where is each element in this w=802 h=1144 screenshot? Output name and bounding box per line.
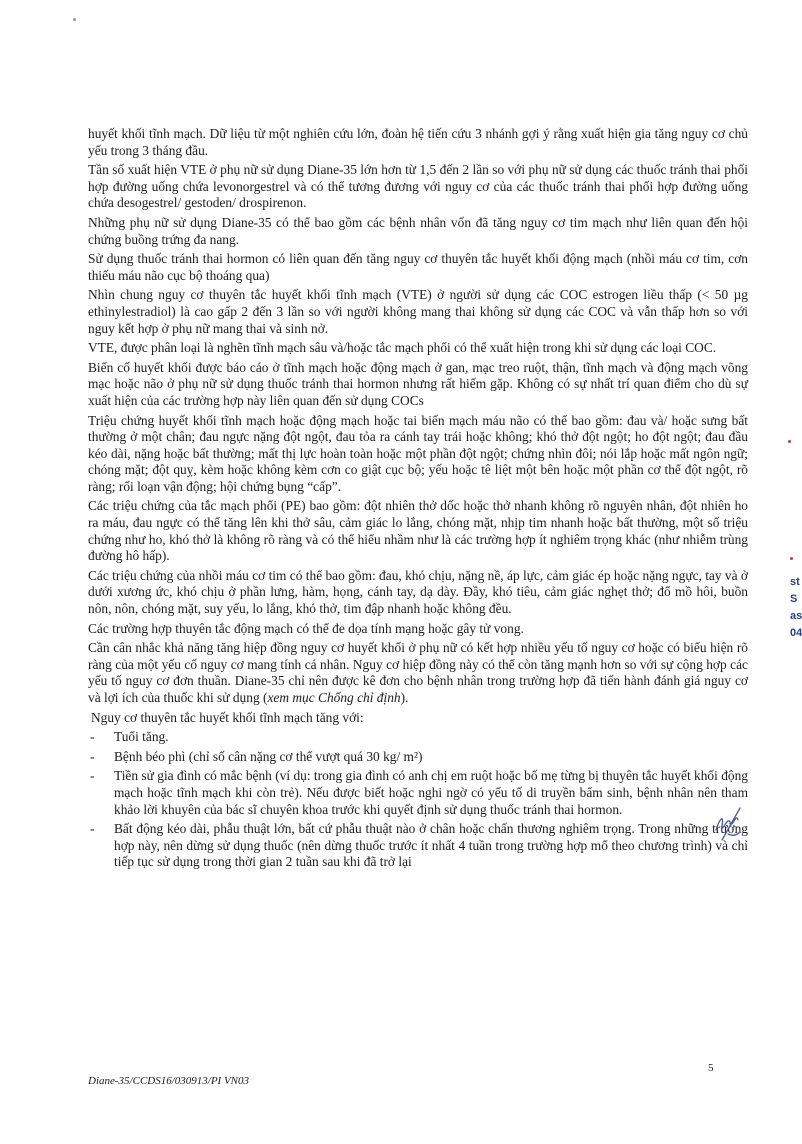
paragraph-cardiovascular-risk: Những phụ nữ sử dụng Diane-35 có thể bao gồm các bệnh nhân vốn đã tăng nguy cơ tim mạch như liên quan đến hội chứng buồng trứng đa nang.: [88, 214, 748, 247]
paragraph-arterial-fatal: Các trường hợp thuyên tắc động mạch có thể đe dọa tính mạng hoặc gây tử vong.: [88, 620, 524, 636]
margin-dot: [790, 557, 793, 560]
paragraph-coc-risk: Nhìn chung nguy cơ thuyên tắc huyết khối tĩnh mạch (VTE) ở người sử dụng các COC estrogen liều thấp (< 50 µg ethinylestradiol) là cao gấp 2 đến 3 lần so với người không mang thai không sử dụng các COC và vẫn thấp hơn so với nguy kết hợp ở phụ nữ mang thai và sinh nở.: [88, 287, 748, 336]
list-item-text: Tiền sử gia đình có mắc bệnh (ví dụ: trong gia đình có anh chị em ruột hoặc bố mẹ từng bị thuyên tắc huyết khối động mạch hoặc tĩnh mạch khi còn trẻ). Nếu được biết hoặc nghi ngờ có yếu tố di truyền bẩm sinh, bệnh nhân nên tham khảo lời khuyên của bác sĩ chuyên khoa trước khi quyết định sử dụng thuốc tránh thai hormon.: [114, 768, 748, 817]
paragraph-vte-frequency: Tần số xuất hiện VTE ở phụ nữ sử dụng Diane-35 lớn hơn từ 1,5 đến 2 lần so với phụ nữ sử dụng các thuốc tránh thai phối hợp đường uống chứa levonorgestrel và có thể tương đương với nguy cơ của các thuốc tránh thai phối hợp đường uống chứa desogestrel/ gestoden/ drospirenon.: [88, 162, 748, 211]
list-item-text: Bệnh béo phì (chỉ số cân nặng cơ thể vượt quá 30 kg/ m²): [114, 748, 423, 764]
document-body: [88, 126, 748, 874]
list-item: [88, 768, 748, 818]
margin-stamp: [790, 574, 802, 642]
stamp-line: as: [790, 610, 802, 622]
list-item: [88, 729, 748, 746]
paragraph-arterial-risk: Sử dụng thuốc tránh thai hormon có liên quan đến tăng nguy cơ thuyên tắc huyết khối động mạch (nhồi máu cơ tim, cơn thiếu máu não cục bộ thoáng qua): [88, 251, 748, 283]
signature-initials: [710, 800, 746, 846]
paragraph-vte-definition: VTE, được phân loại là nghẽn tĩnh mạch sâu và/hoặc tắc mạch phổi có thể xuất hiện trong khi sử dụng các loại COC.: [88, 340, 717, 356]
list-item: [88, 821, 748, 871]
paragraph-thrombosis-symptoms: Triệu chứng huyết khối tĩnh mạch hoặc động mạch hoặc tai biến mạch máu não có thể bao gồm: đau và/ hoặc sưng bất thường ở một chân; đau ngực nặng đột ngột, đau tỏa ra cánh tay trái hoặc không; khó thở đột ngột; ho đột ngột; đau đầu kéo dài, nặng hoặc bất thường; mất thị lực hoàn toàn hoặc một phần đột ngột; chứng nhìn đôi; nói lắp hoặc mất ngôn ngữ; chóng mặt; đột quỵ, kèm hoặc không kèm cơn co giật cục bộ; yếu hoặc tê liệt một bên hoặc một phần cơ thể đột ngột, rõ ràng; rối loạn vận động; hội chứng bụng “cấp”.: [88, 412, 748, 494]
stamp-line: 04: [790, 627, 802, 639]
list-item-text: Tuổi tăng.: [114, 729, 169, 745]
bullet-dash: -: [90, 768, 95, 784]
page-number: 5: [708, 1062, 714, 1074]
list-item: [88, 749, 748, 766]
paragraph-vte-intro: huyết khối tĩnh mạch. Dữ liệu từ một nghiên cứu lớn, đoàn hệ tiến cứu 3 nhánh gợi ý rằng xuất hiện gia tăng nguy cơ chủ yếu trong 3 tháng đầu.: [88, 126, 748, 158]
combined-risk-text: Cần cân nhắc khả năng tăng hiệp đồng nguy cơ huyết khối ở phụ nữ có kết hợp nhiều yếu tố nguy cơ hoặc có biểu hiện rõ ràng của một yếu cố nguy cơ mang tính cá nhân. Nguy cơ hiệp đồng này có thể còn tăng mạnh hơn so với sự cộng hợp các yếu tố nguy cơ đơn thuần. Diane-35 chỉ nên được kê đơn cho bệnh nhân trong trường hợp đã tiến hành đánh giá nguy cơ và lợi ích của thuốc khi sử dụng (: [88, 640, 748, 705]
paragraph-thrombosis-sites: Biến cố huyết khối được báo cáo ở tĩnh mạch hoặc động mạch ở gan, mạc treo ruột, thận, tĩnh mạch và động mạch võng mạc hoặc não ở phụ nữ sử dụng thuốc tránh thai hormon nhưng rất hiếm gặp. Không có sự nhất trí quan điểm cho dù sự xuất hiện của các trường hợp này liên quan đến sử dụng COCs: [88, 359, 748, 408]
margin-dot: [788, 440, 791, 443]
document-code: Diane-35/CCDS16/030913/PI VN03: [88, 1075, 250, 1087]
list-item-text: Bất động kéo dài, phẫu thuật lớn, bất cứ phẫu thuật nào ở chân hoặc chấn thương nghiêm trọng. Trong những trường hợp này, nên dừng sử dụng thuốc (nên dừng thuốc trước ít nhất 4 tuần trong trường hợp mổ theo chương trình) và chỉ tiếp tục sử dụng trong thời gian 2 tuần sau khi đã trở lại: [114, 821, 748, 870]
bullet-dash: -: [90, 748, 95, 764]
combined-risk-end: ).: [400, 690, 409, 705]
stamp-line: S: [790, 593, 798, 605]
margin-dot: [73, 18, 76, 21]
paragraph-pe-symptoms: Các triệu chứng của tắc mạch phổi (PE) bao gồm: đột nhiên thở dốc hoặc thở nhanh không rõ nguyên nhân, đột nhiên ho ra máu, đau ngực có thể tăng lên khi thở sâu, cảm giác lo lắng, chóng mặt, nhịp tim nhanh hoặc bất thường, một số triệu chứng như ho, khó thở là không rõ ràng và có thể hiểu nhầm như là các trường hợp ít nghiêm trọng khác (như nhiễm trùng đường hô hấp).: [88, 498, 748, 564]
cross-reference-contraindications: xem mục Chống chỉ định: [267, 690, 401, 705]
stamp-line: st: [790, 576, 800, 588]
bullet-dash: -: [90, 821, 95, 837]
paragraph-vte-factors-intro: Nguy cơ thuyên tắc huyết khối tĩnh mạch tăng với:: [91, 709, 364, 725]
bullet-dash: -: [90, 729, 95, 745]
paragraph-combined-risk: [88, 640, 748, 706]
paragraph-mi-symptoms: Các triệu chứng của nhồi máu cơ tim có thể bao gồm: đau, khó chịu, nặng nề, áp lực, cảm giác ép hoặc nặng ngực, tay và ở dưới xương ức, khó chịu ở phần lưng, hàm, họng, cánh tay, dạ dày. Đầy, khó tiêu, cảm giác nghẹt thở; đổ mồ hôi, buồn nôn, nôn, chóng mặt, suy yếu, lo lắng, khó thở, tim đập nhanh hoặc không đều.: [88, 567, 748, 617]
vte-risk-factor-list: [88, 729, 748, 871]
